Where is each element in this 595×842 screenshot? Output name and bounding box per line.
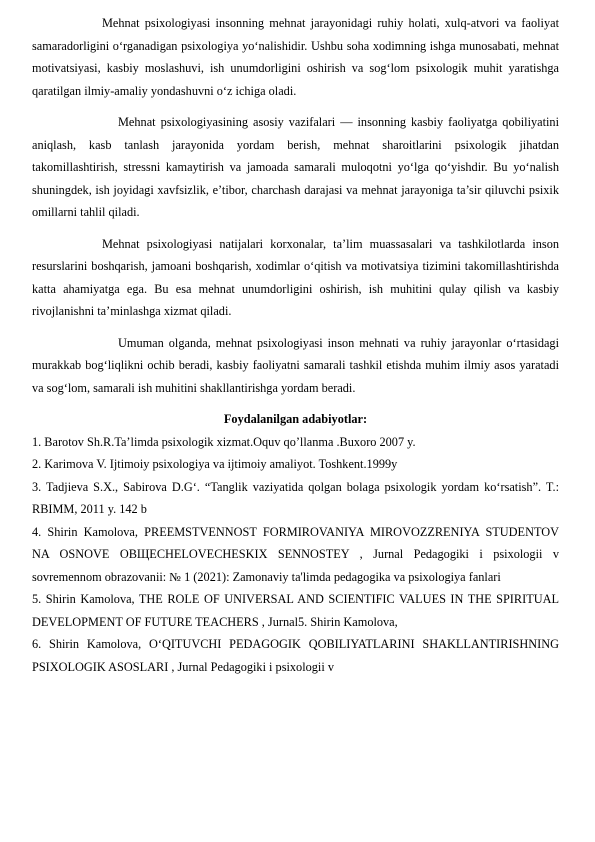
paragraph-gap (32, 323, 559, 332)
paragraph-4: Umuman olganda, mehnat psixologiyasi inson mehnati va ruhiy jarayonlar o‘rtasidagi murakkab bog‘liqlikni ochib beradi, kasbiy faoliyatni samarali tashkil etishda muhim ilmiy asos yaratadi va sog‘lom, samarali ish muhitini shakllantirishga yordam beradi. (32, 335, 559, 395)
paragraph-1: Mehnat psixologiyasi insonning mehnat jarayonidagi ruhiy holati, xulq-atvori va faoliyat samaradorligini o‘rganadigan psixologiya yo‘nalishidir. Ushbu soha xodimning ishga munosabati, mehnat motivatsiyasi, kasbiy moslashuvi, ish unumdorligini oshirish va sog‘lom psixologik muhit yaratishga qaratilgan ilmiy-amaliy yondashuvni o‘z ichiga oladi. (32, 16, 559, 98)
paragraph-3: Mehnat psixologiyasi natijalari korxonalar, ta’lim muassasalari va tashkilotlarda inson resurslarini boshqarish, jamoani boshqarish, xodimlar o‘qitish va motivatsiya tizimini takomillashtirishda katta ahamiyatga ega. Bu esa mehnat unumdorligini oshirish, ish muhitini qulay qilish va kasbiy rivojlanishni ta’minlashga xizmat qiladi. (32, 236, 559, 318)
paragraph-gap (32, 224, 559, 233)
paragraph-gap (32, 102, 559, 111)
document-body (32, 12, 559, 678)
reference-item: 2. Karimova V. Ijtimoiy psixologiya va ijtimoiy amaliyot. Toshkent.1999y (32, 457, 398, 471)
reference-item: 4. Shirin Kamolova, PREEMSTVENNOST FORMIROVANIYA MIROVOZZRENIYA STUDENTOV NA OSNOVE OBЩECHELOVECHESKIX SENNOSTEY , Jurnal Pedagogiki i psixologii v sovremennom obrazovanii: № 1 (2021): Zamonaviy ta'limda pedagogika va psixologiya fanlari (32, 524, 559, 584)
paragraph-2: Mehnat psixologiyasining asosiy vazifalari — insonning kasbiy faoliyatga qobiliyatini aniqlash, kasb tanlash jarayonida yordam berish, mehnat sharoitlarini psixologik jihatdan takomillashtirish, stressni kamaytirish va jamoada samarali muloqotni yo‘lga qo‘yishdir. Bu yo‘nalish shuningdek, ish joyidagi xavfsizlik, e’tibor, charchash darajasi va mehnat jarayoniga ta’sir qiluvchi psixik omillarni tahlil qiladi. (32, 115, 559, 219)
reference-item: 1. Barotov Sh.R.Ta’limda psixologik xizmat.Oquv qo’llanma .Buxoro 2007 y. (32, 434, 416, 449)
references-heading: Foydalanilgan adabiyotlar: (223, 412, 368, 426)
reference-item: 5. Shirin Kamolova, THE ROLE OF UNIVERSAL AND SCIENTIFIC VALUES IN THE SPIRITUAL DEVELOPMENT OF FUTURE TEACHERS , Jurnal5. Shirin Kamolova, (32, 592, 559, 629)
paragraph-gap (32, 399, 559, 408)
reference-item: 6. Shirin Kamolova, O‘QITUVCHI PEDAGOGIK QOBILIYATLARINI SHAKLLANTIRISHNING PSIXOLOGIK ASOSLARI , Jurnal Pedagogiki i psixologii v (32, 637, 559, 674)
reference-item: 3. Tadjieva S.X., Sabirova D.G‘. “Tanglik vaziyatida qolgan bolaga psixologik yordam ko‘rsatish”. T.: RBIMM, 2011 y. 142 b (32, 479, 559, 516)
